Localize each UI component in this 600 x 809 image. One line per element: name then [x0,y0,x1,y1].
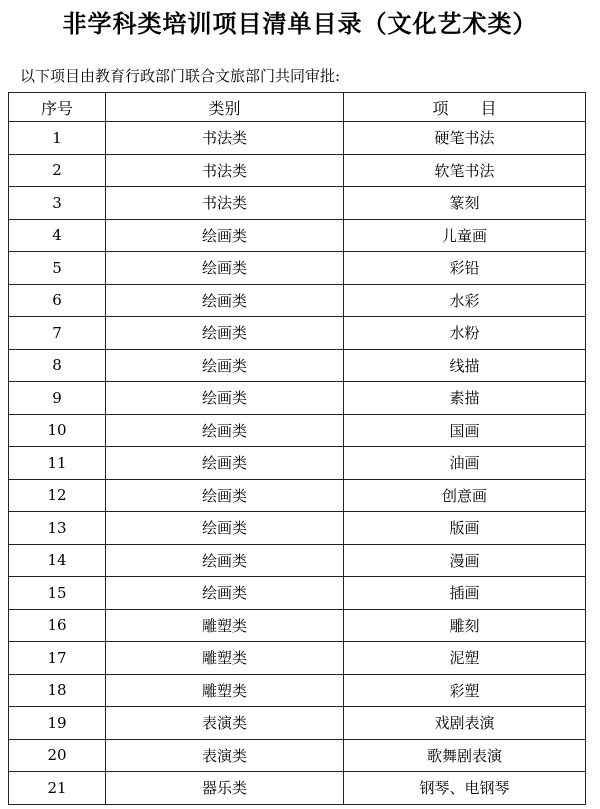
cell-category: 书法类 [106,187,344,220]
cell-category: 雕塑类 [106,609,344,642]
cell-category: 表演类 [106,739,344,772]
cell-project: 创意画 [344,479,586,512]
cell-category: 绘画类 [106,544,344,577]
cell-category: 雕塑类 [106,674,344,707]
cell-index: 3 [9,187,106,220]
table-row [9,707,586,740]
table-row [9,577,586,610]
cell-project: 钢琴、电钢琴 [344,772,586,805]
cell-category: 绘画类 [106,577,344,610]
table-row [9,447,586,480]
cell-project: 漫画 [344,544,586,577]
cell-index: 1 [9,122,106,155]
table-row [9,252,586,285]
header-category: 类别 [106,93,344,122]
page-title: 非学科类培训项目清单目录（文化艺术类） [62,10,538,38]
cell-project: 软笔书法 [344,154,586,187]
cell-index: 16 [9,609,106,642]
cell-project: 水粉 [344,317,586,350]
table-row [9,349,586,382]
cell-project: 雕刻 [344,609,586,642]
cell-category: 绘画类 [106,284,344,317]
cell-category: 绘画类 [106,349,344,382]
intro-text: 以下项目由教育行政部门联合文旅部门共同审批: [20,67,341,85]
cell-index: 8 [9,349,106,382]
table-row [9,219,586,252]
cell-project: 版画 [344,512,586,545]
cell-index: 14 [9,544,106,577]
cell-project: 素描 [344,382,586,415]
cell-index: 13 [9,512,106,545]
table-row [9,479,586,512]
cell-project: 线描 [344,349,586,382]
cell-project: 彩铅 [344,252,586,285]
cell-category: 雕塑类 [106,642,344,675]
cell-category: 绘画类 [106,317,344,350]
cell-category: 绘画类 [106,382,344,415]
table-row [9,187,586,220]
cell-project: 水彩 [344,284,586,317]
cell-index: 2 [9,154,106,187]
cell-category: 表演类 [106,707,344,740]
table-row [9,284,586,317]
header-index: 序号 [9,93,106,122]
table-row [9,674,586,707]
table-row [9,414,586,447]
cell-index: 15 [9,577,106,610]
table-row [9,739,586,772]
table-row [9,609,586,642]
table-row [9,772,586,805]
cell-category: 器乐类 [106,772,344,805]
cell-index: 6 [9,284,106,317]
cell-project: 油画 [344,447,586,480]
project-table [8,92,586,805]
cell-index: 18 [9,674,106,707]
cell-project: 国画 [344,414,586,447]
cell-category: 绘画类 [106,219,344,252]
table-row [9,122,586,155]
cell-index: 11 [9,447,106,480]
cell-index: 21 [9,772,106,805]
cell-index: 20 [9,739,106,772]
cell-category: 书法类 [106,154,344,187]
header-project: 项 目 [344,93,586,122]
cell-category: 绘画类 [106,479,344,512]
cell-category: 绘画类 [106,512,344,545]
cell-project: 彩塑 [344,674,586,707]
table-header-row [9,93,586,122]
cell-index: 9 [9,382,106,415]
cell-project: 篆刻 [344,187,586,220]
cell-category: 绘画类 [106,414,344,447]
cell-index: 17 [9,642,106,675]
cell-project: 戏剧表演 [344,707,586,740]
cell-project: 泥塑 [344,642,586,675]
table-row [9,317,586,350]
cell-index: 5 [9,252,106,285]
cell-project: 儿童画 [344,219,586,252]
cell-index: 7 [9,317,106,350]
cell-category: 书法类 [106,122,344,155]
cell-index: 10 [9,414,106,447]
table-row [9,642,586,675]
cell-index: 4 [9,219,106,252]
table-row [9,512,586,545]
table-row [9,382,586,415]
table-row [9,544,586,577]
cell-index: 19 [9,707,106,740]
cell-project: 硬笔书法 [344,122,586,155]
cell-index: 12 [9,479,106,512]
cell-category: 绘画类 [106,252,344,285]
cell-project: 插画 [344,577,586,610]
table-row [9,154,586,187]
cell-category: 绘画类 [106,447,344,480]
cell-project: 歌舞剧表演 [344,739,586,772]
